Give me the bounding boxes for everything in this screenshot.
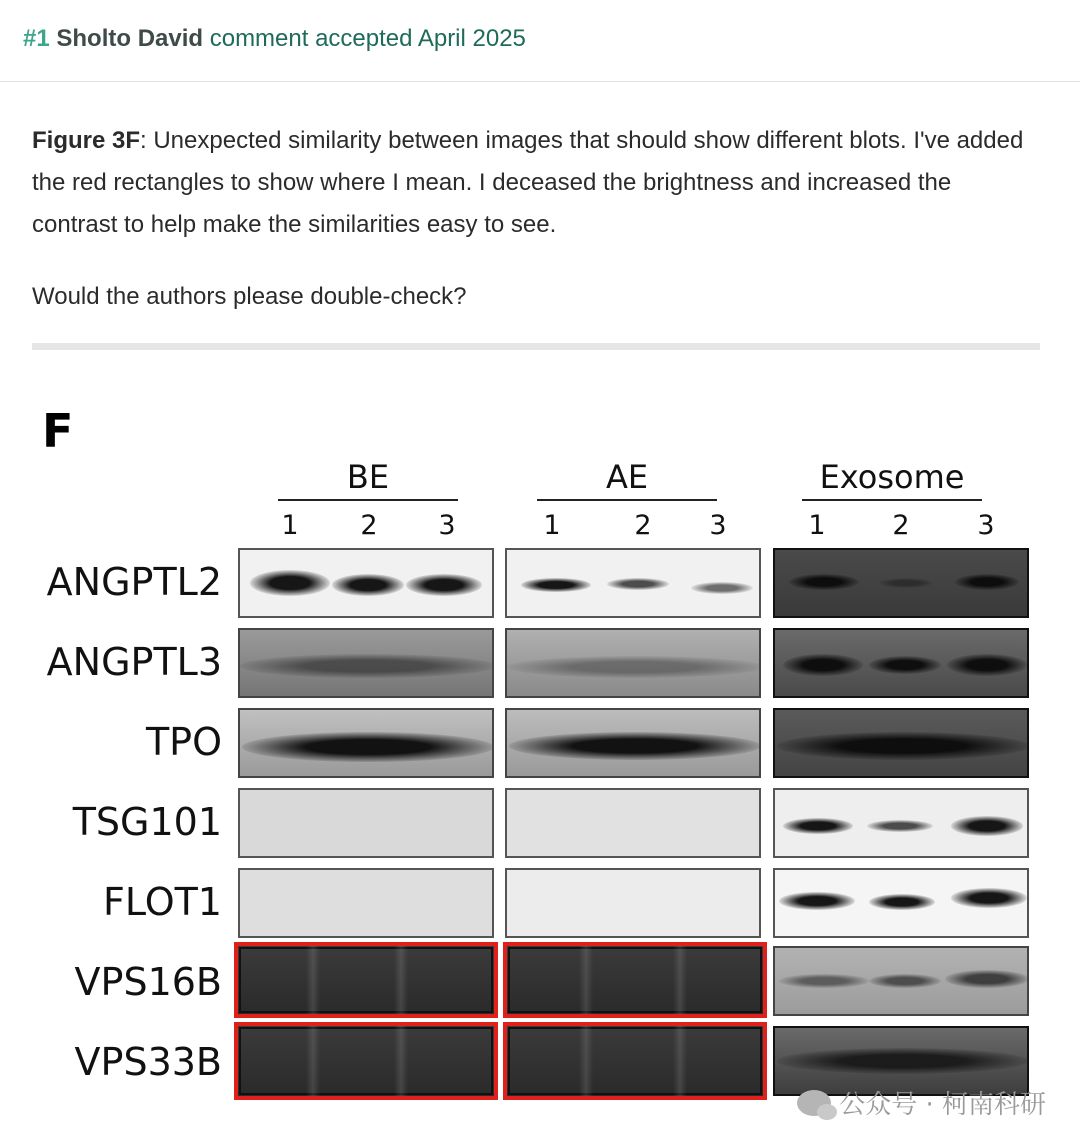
band bbox=[951, 816, 1023, 836]
band bbox=[507, 656, 761, 678]
row-label-tsg101: TSG101 bbox=[72, 800, 222, 844]
divider bbox=[32, 343, 1040, 350]
lane-number: 2 bbox=[360, 510, 378, 541]
band bbox=[945, 970, 1029, 988]
blot-flot1-be bbox=[238, 868, 494, 938]
lane-streak bbox=[673, 946, 687, 1014]
row-label-flot1: FLOT1 bbox=[103, 880, 222, 924]
comment-number[interactable]: #1 bbox=[23, 25, 50, 52]
lane-streak bbox=[306, 946, 320, 1014]
blot-tsg101-exosome bbox=[773, 788, 1029, 858]
band bbox=[240, 654, 494, 678]
blot-vps16b-exosome bbox=[773, 946, 1029, 1016]
band bbox=[777, 732, 1029, 760]
band bbox=[869, 894, 935, 910]
blot-tpo-be bbox=[238, 708, 494, 778]
group-label-ae: AE bbox=[605, 458, 649, 496]
group-line-be bbox=[278, 499, 458, 501]
lane-number: 2 bbox=[892, 510, 910, 541]
band bbox=[406, 574, 482, 596]
group-line-exosome bbox=[802, 499, 982, 501]
group-line-ae bbox=[537, 499, 717, 501]
blot-angptl2-be bbox=[238, 548, 494, 618]
band bbox=[250, 570, 330, 596]
western-blot-figure bbox=[0, 360, 1080, 1147]
panel-letter: F bbox=[42, 404, 74, 458]
blot-flot1-ae bbox=[505, 868, 761, 938]
group-label-exosome: Exosome bbox=[819, 458, 965, 496]
band bbox=[607, 578, 669, 590]
lane-number: 3 bbox=[709, 510, 727, 541]
band bbox=[879, 578, 933, 588]
figure-reference: Figure 3F bbox=[32, 127, 141, 154]
lane-streak bbox=[579, 1026, 593, 1096]
blot-vps16b-ae-highlighted bbox=[503, 942, 767, 1018]
blot-vps33b-be-highlighted bbox=[234, 1022, 498, 1100]
band bbox=[955, 574, 1019, 590]
band bbox=[783, 818, 853, 834]
lane-number: 2 bbox=[634, 510, 652, 541]
band bbox=[947, 654, 1027, 676]
blot-angptl3-ae bbox=[505, 628, 761, 698]
blot-tsg101-be bbox=[238, 788, 494, 858]
band bbox=[783, 654, 863, 676]
lane-number: 1 bbox=[543, 510, 561, 541]
lane-streak bbox=[394, 1026, 408, 1096]
row-label-angptl2: ANGPTL2 bbox=[46, 560, 222, 604]
band bbox=[332, 574, 404, 596]
band bbox=[867, 820, 933, 832]
row-label-angptl3: ANGPTL3 bbox=[46, 640, 222, 684]
band bbox=[779, 974, 869, 988]
comment-text: : Unexpected similarity between images that should show different blots. I've added the red rectangles to show where I mean. I deceased the brightness and increased the contrast to help make the similarities easy to see. bbox=[32, 127, 1024, 238]
comment-author[interactable]: Sholto David bbox=[56, 25, 204, 52]
lane-number: 1 bbox=[281, 510, 299, 541]
band bbox=[869, 656, 941, 674]
blot-vps33b-ae-highlighted bbox=[503, 1022, 767, 1100]
lane-streak bbox=[394, 946, 408, 1014]
blot-tpo-ae bbox=[505, 708, 761, 778]
blot-angptl2-exosome bbox=[773, 548, 1029, 618]
blot-vps16b-be-highlighted bbox=[234, 942, 498, 1018]
comment-status: comment accepted April 2025 bbox=[209, 25, 526, 52]
watermark-text: 公众号 · 柯南科研 bbox=[839, 1090, 1046, 1120]
blot-tsg101-ae bbox=[505, 788, 761, 858]
lane-streak bbox=[579, 946, 593, 1014]
blot-angptl3-be bbox=[238, 628, 494, 698]
row-label-tpo: TPO bbox=[145, 720, 222, 764]
band bbox=[779, 892, 855, 910]
comment-question: Would the authors please double-check? bbox=[32, 283, 467, 310]
blot-angptl2-ae bbox=[505, 548, 761, 618]
blot-flot1-exosome bbox=[773, 868, 1029, 938]
comment-body bbox=[32, 120, 1032, 246]
band bbox=[777, 1048, 1029, 1074]
row-label-vps16b: VPS16B bbox=[74, 960, 222, 1004]
row-label-vps33b: VPS33B bbox=[74, 1040, 222, 1084]
band bbox=[509, 732, 761, 760]
wechat-icon bbox=[797, 1090, 831, 1116]
watermark bbox=[797, 1084, 1046, 1121]
band bbox=[951, 888, 1027, 908]
band bbox=[691, 582, 753, 594]
band bbox=[869, 974, 941, 988]
lane-number: 3 bbox=[977, 510, 995, 541]
band bbox=[242, 732, 494, 762]
blot-angptl3-exosome bbox=[773, 628, 1029, 698]
blot-tpo-exosome bbox=[773, 708, 1029, 778]
lane-number: 1 bbox=[808, 510, 826, 541]
lane-number: 3 bbox=[438, 510, 456, 541]
comment-header bbox=[0, 0, 1080, 82]
group-label-be: BE bbox=[346, 458, 390, 496]
lane-streak bbox=[673, 1026, 687, 1096]
lane-streak bbox=[306, 1026, 320, 1096]
band bbox=[789, 574, 859, 590]
band bbox=[521, 578, 591, 592]
